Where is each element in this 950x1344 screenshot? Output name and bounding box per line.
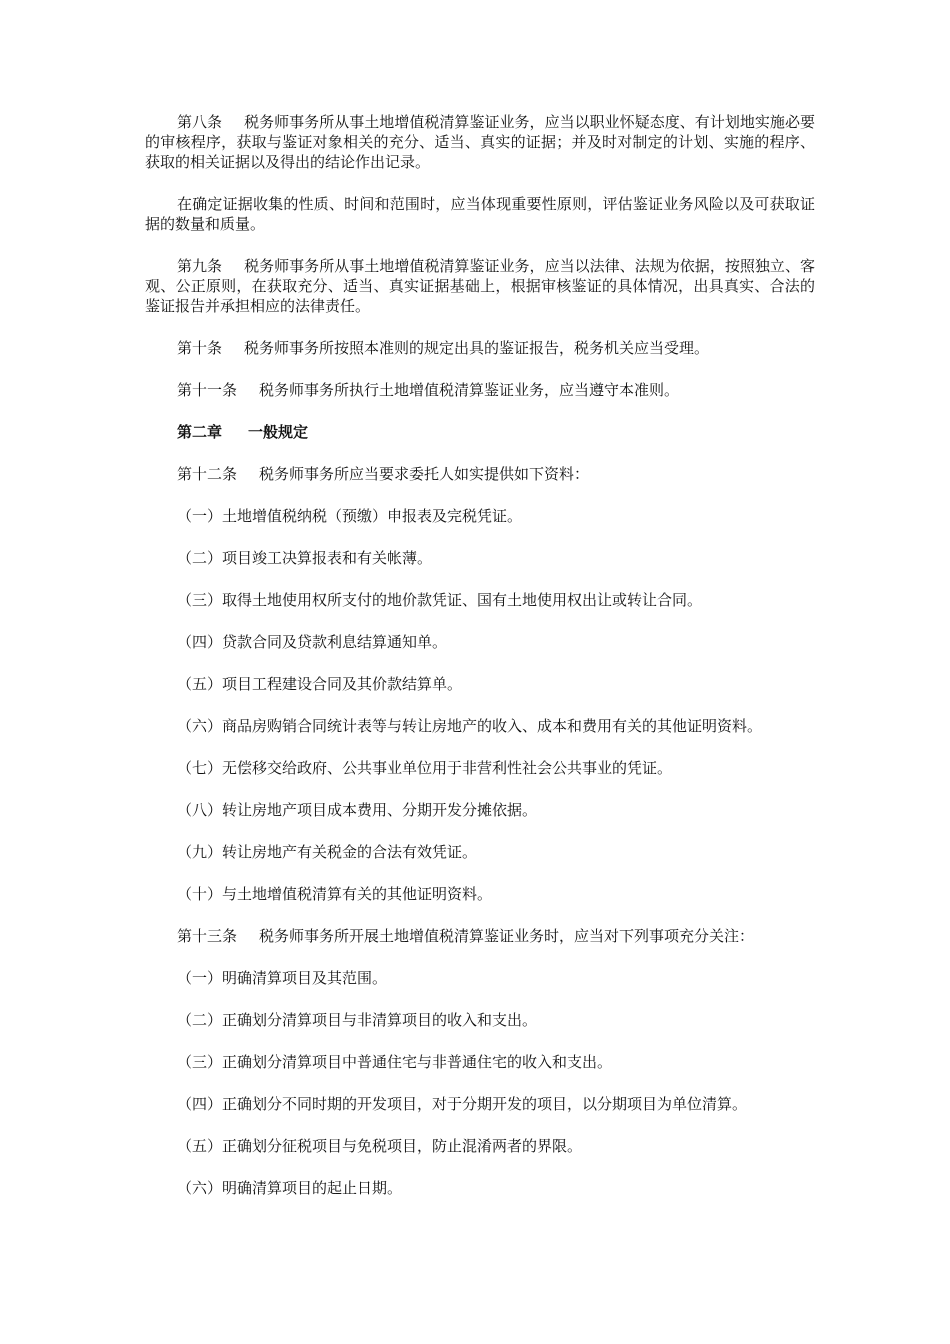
list-item: （四）正确划分不同时期的开发项目，对于分期开发的项目，以分期项目为单位清算。	[177, 1095, 748, 1113]
article-number: 第十条	[177, 339, 223, 357]
article-text: 税务师事务所开展土地增值税清算鉴证业务时，应当对下列事项充分关注：	[259, 927, 755, 945]
article-text: 税务师事务所执行土地增值税清算鉴证业务，应当遵守本准则。	[259, 381, 680, 399]
article-text: 税务师事务所按照本准则的规定出具的鉴证报告，税务机关应当受理。	[244, 339, 710, 357]
article-13	[145, 926, 815, 946]
list-item: （八）转让房地产项目成本费用、分期开发分摊依据。	[177, 801, 538, 819]
list-item: （四）贷款合同及贷款利息结算通知单。	[177, 633, 448, 651]
chapter-title: 一般规定	[248, 423, 309, 441]
list-item: （六）商品房购销合同统计表等与转让房地产的收入、成本和费用有关的其他证明资料。	[177, 717, 763, 735]
article-8-paragraph-2	[145, 194, 815, 234]
list-item: （五）项目工程建设合同及其价款结算单。	[177, 675, 463, 693]
article-text: 税务师事务所应当要求委托人如实提供如下资料：	[259, 465, 590, 483]
list-item: （二）项目竣工决算报表和有关帐薄。	[177, 549, 433, 567]
article-number: 第十三条	[177, 927, 238, 945]
list-item: （三）正确划分清算项目中普通住宅与非普通住宅的收入和支出。	[177, 1053, 613, 1071]
chapter-number: 第二章	[177, 423, 223, 441]
article-11	[145, 380, 815, 400]
article-text: 税务师事务所从事土地增值税清算鉴证业务，应当以法律、法规为依据，按照独立、客观、公正原则，在获取充分、适当、真实证据基础上，根据审核鉴证的具体情况，出具真实、合法的鉴证报告并承担相应的法律责任。	[145, 257, 815, 315]
chapter-heading	[145, 422, 815, 442]
article-number: 第十一条	[177, 381, 238, 399]
article-12	[145, 464, 815, 484]
document-body	[145, 112, 815, 1220]
article-9	[145, 256, 815, 316]
list-item: （九）转让房地产有关税金的合法有效凭证。	[177, 843, 478, 861]
article-10	[145, 338, 815, 358]
article-number: 第八条	[177, 113, 223, 131]
paragraph-text: 在确定证据收集的性质、时间和范围时，应当体现重要性原则，评估鉴证业务风险以及可获取证据的数量和质量。	[145, 195, 815, 233]
list-item: （七）无偿移交给政府、公共事业单位用于非营利性社会公共事业的凭证。	[177, 759, 673, 777]
list-item: （十）与土地增值税清算有关的其他证明资料。	[177, 885, 493, 903]
list-item: （一）明确清算项目及其范围。	[177, 969, 388, 987]
article-number: 第九条	[177, 257, 223, 275]
list-item: （二）正确划分清算项目与非清算项目的收入和支出。	[177, 1011, 538, 1029]
list-item: （一）土地增值税纳税（预缴）申报表及完税凭证。	[177, 507, 523, 525]
list-item: （六）明确清算项目的起止日期。	[177, 1179, 403, 1197]
article-number: 第十二条	[177, 465, 238, 483]
list-item: （五）正确划分征税项目与免税项目，防止混淆两者的界限。	[177, 1137, 583, 1155]
article-8	[145, 112, 815, 172]
article-text: 税务师事务所从事土地增值税清算鉴证业务，应当以职业怀疑态度、有计划地实施必要的审核程序，获取与鉴证对象相关的充分、适当、真实的证据；并及时对制定的计划、实施的程序、获取的相关证据以及得出的结论作出记录。	[145, 113, 815, 171]
list-item: （三）取得土地使用权所支付的地价款凭证、国有土地使用权出让或转让合同。	[177, 591, 703, 609]
